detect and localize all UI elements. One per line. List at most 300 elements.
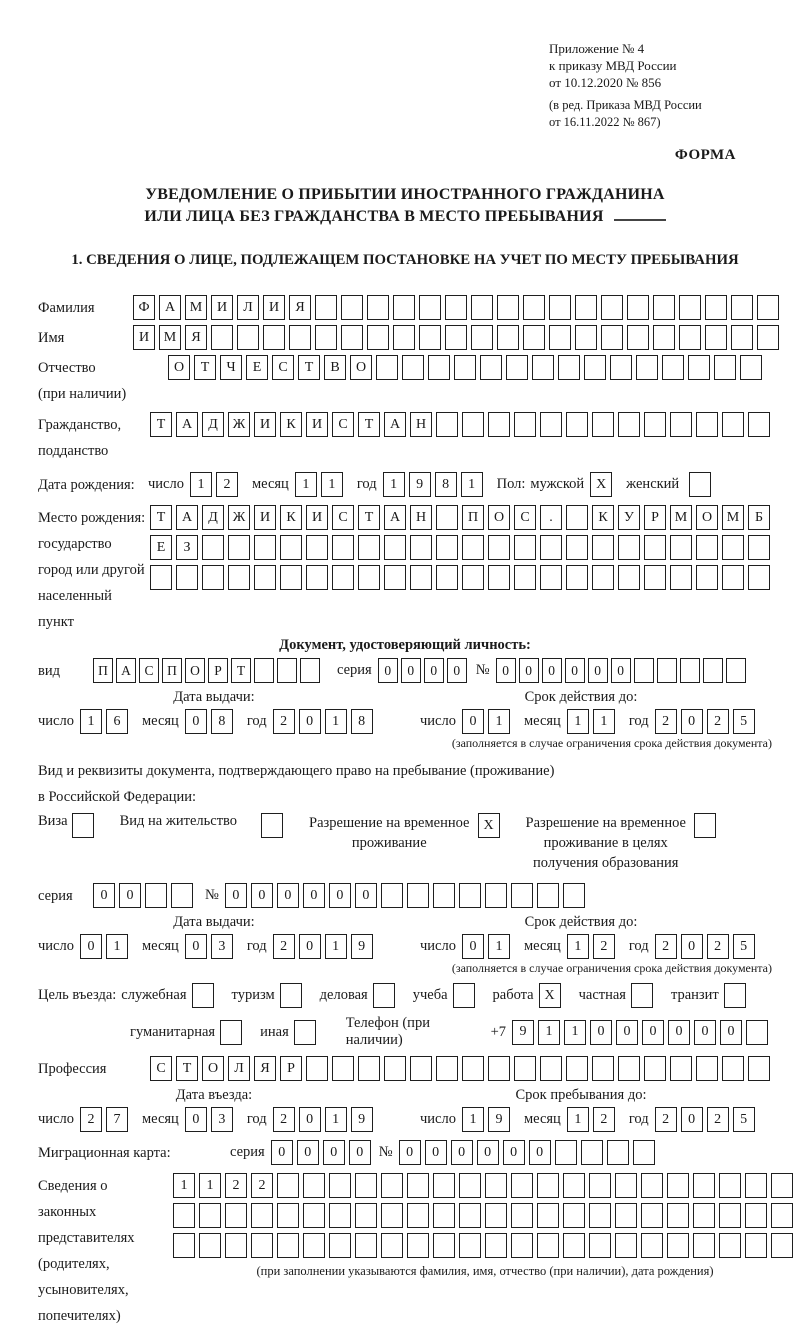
char-cell[interactable] [540, 535, 562, 560]
char-cell[interactable]: 1 [325, 1107, 347, 1132]
char-cell[interactable] [436, 1056, 458, 1081]
char-cell[interactable]: 0 [462, 934, 484, 959]
char-cell[interactable] [488, 535, 510, 560]
char-cell[interactable] [367, 295, 389, 320]
char-cell[interactable]: И [254, 412, 276, 437]
char-cell[interactable] [575, 295, 597, 320]
char-cell[interactable]: 2 [655, 934, 677, 959]
char-cell[interactable]: 0 [399, 1140, 421, 1165]
char-cell[interactable]: У [618, 505, 640, 530]
title-blank-line[interactable] [614, 219, 666, 221]
char-cell[interactable]: 1 [564, 1020, 586, 1045]
char-cell[interactable] [745, 1203, 767, 1228]
char-cell[interactable] [393, 295, 415, 320]
char-cell[interactable] [592, 535, 614, 560]
char-cell[interactable]: И [306, 412, 328, 437]
char-cell[interactable]: Т [358, 505, 380, 530]
char-cell[interactable]: 9 [351, 934, 373, 959]
char-cell[interactable] [419, 325, 441, 350]
char-cell[interactable] [589, 1173, 611, 1198]
char-cell[interactable] [696, 565, 718, 590]
char-cell[interactable]: 1 [80, 709, 102, 734]
char-cell[interactable]: Л [228, 1056, 250, 1081]
char-cell[interactable]: Д [202, 412, 224, 437]
char-cell[interactable] [407, 1233, 429, 1258]
char-cell[interactable] [670, 535, 692, 560]
char-cell[interactable] [679, 325, 701, 350]
char-cell[interactable] [601, 325, 623, 350]
char-cell[interactable]: 0 [542, 658, 562, 683]
char-cell[interactable] [329, 1203, 351, 1228]
char-cell[interactable] [705, 325, 727, 350]
char-cell[interactable] [228, 535, 250, 560]
char-cell[interactable]: Т [231, 658, 251, 683]
char-cell[interactable] [173, 1203, 195, 1228]
char-cell[interactable] [680, 658, 700, 683]
char-cell[interactable]: 2 [251, 1173, 273, 1198]
char-cell[interactable]: 0 [503, 1140, 525, 1165]
char-cell[interactable]: 1 [295, 472, 317, 497]
char-cell[interactable]: 6 [106, 709, 128, 734]
char-cell[interactable]: 0 [401, 658, 421, 683]
char-cell[interactable] [514, 535, 536, 560]
char-cell[interactable]: И [211, 295, 233, 320]
char-cell[interactable]: 0 [355, 883, 377, 908]
char-cell[interactable] [589, 1233, 611, 1258]
char-cell[interactable] [589, 1203, 611, 1228]
char-cell[interactable] [693, 1233, 715, 1258]
char-cell[interactable] [384, 565, 406, 590]
char-cell[interactable]: Ф [133, 295, 155, 320]
char-cell[interactable]: 0 [299, 934, 321, 959]
char-cell[interactable]: Р [280, 1056, 302, 1081]
char-cell[interactable] [202, 565, 224, 590]
char-cell[interactable]: 2 [655, 709, 677, 734]
char-cell[interactable]: В [324, 355, 346, 380]
char-cell[interactable]: О [168, 355, 190, 380]
char-cell[interactable] [693, 1203, 715, 1228]
char-cell[interactable] [722, 1056, 744, 1081]
char-cell[interactable]: 2 [593, 934, 615, 959]
char-cell[interactable] [566, 535, 588, 560]
char-cell[interactable] [679, 295, 701, 320]
char-cell[interactable] [714, 355, 736, 380]
char-cell[interactable] [641, 1173, 663, 1198]
char-cell[interactable] [511, 1173, 533, 1198]
char-cell[interactable] [393, 325, 415, 350]
char-cell[interactable] [225, 1233, 247, 1258]
char-cell[interactable]: 1 [488, 709, 510, 734]
char-cell[interactable]: Т [150, 505, 172, 530]
char-cell[interactable] [627, 325, 649, 350]
char-cell[interactable] [566, 505, 588, 530]
char-cell[interactable] [644, 1056, 666, 1081]
char-cell[interactable] [719, 1233, 741, 1258]
char-cell[interactable] [433, 1233, 455, 1258]
char-cell[interactable]: 0 [588, 658, 608, 683]
char-cell[interactable] [199, 1233, 221, 1258]
char-cell[interactable]: . [540, 505, 562, 530]
char-cell[interactable]: 0 [299, 709, 321, 734]
char-cell[interactable]: И [133, 325, 155, 350]
char-cell[interactable] [601, 295, 623, 320]
char-cell[interactable]: Д [202, 505, 224, 530]
char-cell[interactable] [445, 325, 467, 350]
char-cell[interactable] [355, 1203, 377, 1228]
char-cell[interactable] [607, 1140, 629, 1165]
checkbox-cell[interactable] [72, 813, 94, 838]
char-cell[interactable] [566, 412, 588, 437]
checkbox-cell[interactable] [294, 1020, 316, 1045]
char-cell[interactable]: Я [254, 1056, 276, 1081]
char-cell[interactable]: 2 [80, 1107, 102, 1132]
char-cell[interactable] [303, 1203, 325, 1228]
char-cell[interactable]: 0 [424, 658, 444, 683]
char-cell[interactable] [719, 1203, 741, 1228]
char-cell[interactable] [277, 1233, 299, 1258]
char-cell[interactable]: О [185, 658, 205, 683]
char-cell[interactable]: Т [150, 412, 172, 437]
char-cell[interactable] [748, 535, 770, 560]
char-cell[interactable] [657, 658, 677, 683]
char-cell[interactable] [618, 1056, 640, 1081]
char-cell[interactable] [176, 565, 198, 590]
checkbox-cell[interactable] [261, 813, 283, 838]
char-cell[interactable] [462, 535, 484, 560]
char-cell[interactable]: О [202, 1056, 224, 1081]
char-cell[interactable]: М [722, 505, 744, 530]
char-cell[interactable] [254, 565, 276, 590]
char-cell[interactable]: 0 [80, 934, 102, 959]
checkbox-cell[interactable] [631, 983, 653, 1008]
char-cell[interactable] [618, 535, 640, 560]
char-cell[interactable]: М [670, 505, 692, 530]
char-cell[interactable]: 7 [106, 1107, 128, 1132]
char-cell[interactable]: Р [208, 658, 228, 683]
char-cell[interactable] [563, 883, 585, 908]
char-cell[interactable]: 1 [383, 472, 405, 497]
char-cell[interactable] [497, 325, 519, 350]
char-cell[interactable] [636, 355, 658, 380]
char-cell[interactable]: 2 [225, 1173, 247, 1198]
char-cell[interactable] [277, 1203, 299, 1228]
char-cell[interactable] [407, 1203, 429, 1228]
char-cell[interactable] [410, 565, 432, 590]
char-cell[interactable] [381, 1203, 403, 1228]
char-cell[interactable] [566, 1056, 588, 1081]
char-cell[interactable] [436, 535, 458, 560]
char-cell[interactable]: 0 [271, 1140, 293, 1165]
char-cell[interactable] [696, 1056, 718, 1081]
char-cell[interactable]: Р [644, 505, 666, 530]
char-cell[interactable] [641, 1233, 663, 1258]
char-cell[interactable] [615, 1203, 637, 1228]
char-cell[interactable] [532, 355, 554, 380]
char-cell[interactable]: К [280, 505, 302, 530]
char-cell[interactable] [746, 1020, 768, 1045]
char-cell[interactable] [480, 355, 502, 380]
checkbox-cell[interactable] [453, 983, 475, 1008]
char-cell[interactable] [358, 565, 380, 590]
char-cell[interactable] [445, 295, 467, 320]
char-cell[interactable]: 0 [447, 658, 467, 683]
char-cell[interactable]: 2 [273, 934, 295, 959]
char-cell[interactable] [514, 565, 536, 590]
char-cell[interactable] [381, 1173, 403, 1198]
char-cell[interactable]: 1 [173, 1173, 195, 1198]
char-cell[interactable] [757, 295, 779, 320]
char-cell[interactable]: Н [410, 412, 432, 437]
char-cell[interactable]: 1 [567, 1107, 589, 1132]
char-cell[interactable] [771, 1173, 793, 1198]
char-cell[interactable]: 1 [593, 709, 615, 734]
char-cell[interactable] [771, 1203, 793, 1228]
char-cell[interactable] [703, 658, 723, 683]
char-cell[interactable] [719, 1173, 741, 1198]
char-cell[interactable]: 3 [211, 934, 233, 959]
char-cell[interactable] [653, 295, 675, 320]
char-cell[interactable]: 0 [299, 1107, 321, 1132]
char-cell[interactable] [745, 1173, 767, 1198]
char-cell[interactable] [653, 325, 675, 350]
char-cell[interactable] [402, 355, 424, 380]
char-cell[interactable] [485, 883, 507, 908]
char-cell[interactable] [693, 1173, 715, 1198]
char-cell[interactable]: 1 [538, 1020, 560, 1045]
char-cell[interactable]: 1 [106, 934, 128, 959]
char-cell[interactable] [407, 1173, 429, 1198]
char-cell[interactable] [537, 883, 559, 908]
char-cell[interactable] [633, 1140, 655, 1165]
char-cell[interactable]: 2 [655, 1107, 677, 1132]
char-cell[interactable] [407, 883, 429, 908]
char-cell[interactable] [705, 295, 727, 320]
char-cell[interactable] [592, 565, 614, 590]
checkbox-cell[interactable] [724, 983, 746, 1008]
char-cell[interactable] [173, 1233, 195, 1258]
char-cell[interactable] [433, 883, 455, 908]
checkbox-cell[interactable] [694, 813, 716, 838]
char-cell[interactable]: 8 [211, 709, 233, 734]
char-cell[interactable] [740, 355, 762, 380]
char-cell[interactable]: О [488, 505, 510, 530]
char-cell[interactable]: Т [176, 1056, 198, 1081]
char-cell[interactable] [514, 412, 536, 437]
char-cell[interactable]: С [332, 412, 354, 437]
char-cell[interactable] [410, 1056, 432, 1081]
char-cell[interactable]: 0 [681, 1107, 703, 1132]
char-cell[interactable] [757, 325, 779, 350]
char-cell[interactable]: 0 [251, 883, 273, 908]
char-cell[interactable]: 0 [323, 1140, 345, 1165]
char-cell[interactable] [315, 325, 337, 350]
char-cell[interactable]: С [332, 505, 354, 530]
char-cell[interactable]: Л [237, 295, 259, 320]
char-cell[interactable] [150, 565, 172, 590]
char-cell[interactable]: 0 [93, 883, 115, 908]
char-cell[interactable] [488, 1056, 510, 1081]
char-cell[interactable] [436, 565, 458, 590]
char-cell[interactable]: А [116, 658, 136, 683]
char-cell[interactable] [459, 1203, 481, 1228]
char-cell[interactable] [540, 565, 562, 590]
char-cell[interactable] [367, 325, 389, 350]
char-cell[interactable] [615, 1233, 637, 1258]
checkbox-cell[interactable]: X [478, 813, 500, 838]
char-cell[interactable] [471, 295, 493, 320]
char-cell[interactable] [254, 658, 274, 683]
char-cell[interactable] [303, 1233, 325, 1258]
char-cell[interactable]: 0 [451, 1140, 473, 1165]
char-cell[interactable]: 2 [707, 934, 729, 959]
char-cell[interactable]: Я [289, 295, 311, 320]
char-cell[interactable]: 5 [733, 934, 755, 959]
char-cell[interactable]: А [384, 412, 406, 437]
char-cell[interactable] [341, 295, 363, 320]
char-cell[interactable]: И [254, 505, 276, 530]
char-cell[interactable] [731, 325, 753, 350]
char-cell[interactable]: 9 [409, 472, 431, 497]
char-cell[interactable]: 8 [351, 709, 373, 734]
char-cell[interactable] [300, 658, 320, 683]
char-cell[interactable]: Т [194, 355, 216, 380]
char-cell[interactable]: 2 [707, 709, 729, 734]
char-cell[interactable]: 0 [681, 709, 703, 734]
char-cell[interactable] [670, 412, 692, 437]
char-cell[interactable]: Е [246, 355, 268, 380]
char-cell[interactable] [641, 1203, 663, 1228]
char-cell[interactable]: 5 [733, 709, 755, 734]
char-cell[interactable] [462, 565, 484, 590]
char-cell[interactable] [280, 565, 302, 590]
char-cell[interactable]: Т [298, 355, 320, 380]
char-cell[interactable] [514, 1056, 536, 1081]
char-cell[interactable] [722, 565, 744, 590]
char-cell[interactable]: 0 [519, 658, 539, 683]
char-cell[interactable] [523, 295, 545, 320]
char-cell[interactable]: 1 [567, 709, 589, 734]
char-cell[interactable] [696, 535, 718, 560]
char-cell[interactable]: 0 [119, 883, 141, 908]
char-cell[interactable] [329, 1233, 351, 1258]
char-cell[interactable] [428, 355, 450, 380]
char-cell[interactable]: 0 [529, 1140, 551, 1165]
char-cell[interactable] [627, 295, 649, 320]
char-cell[interactable] [592, 1056, 614, 1081]
char-cell[interactable] [471, 325, 493, 350]
char-cell[interactable]: 1 [488, 934, 510, 959]
char-cell[interactable]: 2 [273, 1107, 295, 1132]
char-cell[interactable]: 2 [273, 709, 295, 734]
char-cell[interactable] [644, 535, 666, 560]
char-cell[interactable]: Ж [228, 505, 250, 530]
char-cell[interactable] [523, 325, 545, 350]
char-cell[interactable]: С [139, 658, 159, 683]
char-cell[interactable] [618, 412, 640, 437]
char-cell[interactable] [211, 325, 233, 350]
char-cell[interactable]: 1 [321, 472, 343, 497]
char-cell[interactable] [199, 1203, 221, 1228]
char-cell[interactable]: 0 [225, 883, 247, 908]
checkbox-cell[interactable] [192, 983, 214, 1008]
char-cell[interactable]: 0 [185, 1107, 207, 1132]
char-cell[interactable] [332, 535, 354, 560]
char-cell[interactable] [332, 565, 354, 590]
char-cell[interactable] [251, 1233, 273, 1258]
char-cell[interactable] [537, 1233, 559, 1258]
char-cell[interactable] [670, 565, 692, 590]
char-cell[interactable] [722, 412, 744, 437]
char-cell[interactable] [225, 1203, 247, 1228]
char-cell[interactable]: 0 [694, 1020, 716, 1045]
char-cell[interactable]: 1 [567, 934, 589, 959]
char-cell[interactable] [722, 535, 744, 560]
char-cell[interactable] [228, 565, 250, 590]
char-cell[interactable]: 0 [378, 658, 398, 683]
char-cell[interactable] [634, 658, 654, 683]
char-cell[interactable]: 1 [462, 1107, 484, 1132]
char-cell[interactable]: 0 [425, 1140, 447, 1165]
char-cell[interactable]: 9 [512, 1020, 534, 1045]
char-cell[interactable]: 0 [303, 883, 325, 908]
char-cell[interactable] [506, 355, 528, 380]
char-cell[interactable] [277, 1173, 299, 1198]
checkbox-cell[interactable] [220, 1020, 242, 1045]
char-cell[interactable] [592, 412, 614, 437]
char-cell[interactable]: Е [150, 535, 172, 560]
char-cell[interactable]: 1 [461, 472, 483, 497]
char-cell[interactable] [771, 1233, 793, 1258]
char-cell[interactable] [662, 355, 684, 380]
char-cell[interactable]: 0 [681, 934, 703, 959]
char-cell[interactable]: 0 [477, 1140, 499, 1165]
char-cell[interactable]: 2 [707, 1107, 729, 1132]
char-cell[interactable] [341, 325, 363, 350]
char-cell[interactable]: А [159, 295, 181, 320]
char-cell[interactable] [488, 565, 510, 590]
char-cell[interactable]: Я [185, 325, 207, 350]
char-cell[interactable]: 0 [185, 709, 207, 734]
char-cell[interactable] [459, 1173, 481, 1198]
char-cell[interactable] [748, 1056, 770, 1081]
char-cell[interactable] [376, 355, 398, 380]
char-cell[interactable] [332, 1056, 354, 1081]
char-cell[interactable] [511, 883, 533, 908]
char-cell[interactable]: 0 [590, 1020, 612, 1045]
char-cell[interactable]: И [263, 295, 285, 320]
char-cell[interactable]: 9 [351, 1107, 373, 1132]
char-cell[interactable]: 2 [593, 1107, 615, 1132]
char-cell[interactable] [581, 1140, 603, 1165]
char-cell[interactable] [436, 505, 458, 530]
char-cell[interactable]: 0 [277, 883, 299, 908]
char-cell[interactable]: О [696, 505, 718, 530]
char-cell[interactable] [433, 1203, 455, 1228]
char-cell[interactable] [433, 1173, 455, 1198]
char-cell[interactable] [610, 355, 632, 380]
char-cell[interactable] [575, 325, 597, 350]
char-cell[interactable]: К [592, 505, 614, 530]
char-cell[interactable] [280, 535, 302, 560]
char-cell[interactable]: 0 [668, 1020, 690, 1045]
char-cell[interactable]: З [176, 535, 198, 560]
char-cell[interactable] [381, 883, 403, 908]
char-cell[interactable] [306, 565, 328, 590]
checkbox-cell[interactable] [280, 983, 302, 1008]
char-cell[interactable] [358, 535, 380, 560]
char-cell[interactable]: 9 [488, 1107, 510, 1132]
char-cell[interactable] [549, 295, 571, 320]
